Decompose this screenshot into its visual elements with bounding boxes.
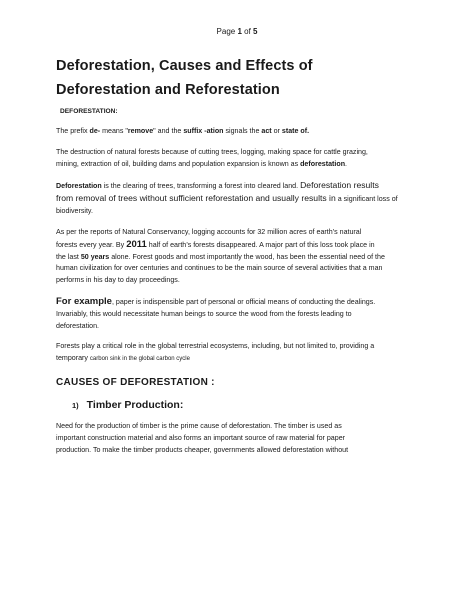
causes-heading: CAUSES OF DEFORESTATION :: [56, 377, 215, 388]
paragraph-prefix-definition: The prefix de- means "remove" and the suffix -ation signals the act or state of.: [56, 127, 310, 135]
paragraph-conservancy: As per the reports of Natural Conservancy, logging accounts for 32 million acres of earth’s natural forests every year. By 2011 half of earth’s forests disappeared. A major part of this loss took place in the last 50 years alone. Forest goods and most importantly the wood, has been the essential need of the human civilization for over centuries and continues to be the main source of several activities that a man performs in his day to day proceedings.: [56, 228, 385, 285]
title-line-1: Deforestation, Causes and Effects of: [56, 58, 313, 74]
section-label: DEFORESTATION:: [60, 108, 118, 115]
paragraph-destruction: The destruction of natural forests because of cutting trees, logging, making space for cattle grazing, mining, extraction of oil, building dams and population expansion is known as deforestation.: [56, 148, 368, 168]
paragraph-timber: Need for the production of timber is the prime cause of deforestation. The timber is used as important construction material and also forms an important source of raw material for paper production. To make the timber products cheaper, governments allowed deforestation without: [56, 422, 349, 454]
paragraph-example: For example, paper is indispensible part of personal or official means of conducting the dealings. Invariably, this would necessitate human beings to source the wood from the forests leading to deforestation.: [56, 296, 376, 330]
paragraph-forests-role: Forests play a critical role in the global terrestrial ecosystems, including, but not limited to, providing a temporary carbon sink in the global carbon cycle: [56, 342, 375, 362]
title-line-2: Deforestation and Reforestation: [56, 82, 280, 98]
document-title: [56, 54, 436, 102]
paragraph-clearing: Deforestation is the clearing of trees, transforming a forest into cleared land. Deforestation results from removal of trees without sufficient reforestation and usually results in a significant loss of biodiversity.: [56, 180, 398, 215]
page-number: Page 1 of 5: [216, 27, 258, 36]
subheading-timber-production: 1) Timber Production:: [72, 399, 184, 411]
